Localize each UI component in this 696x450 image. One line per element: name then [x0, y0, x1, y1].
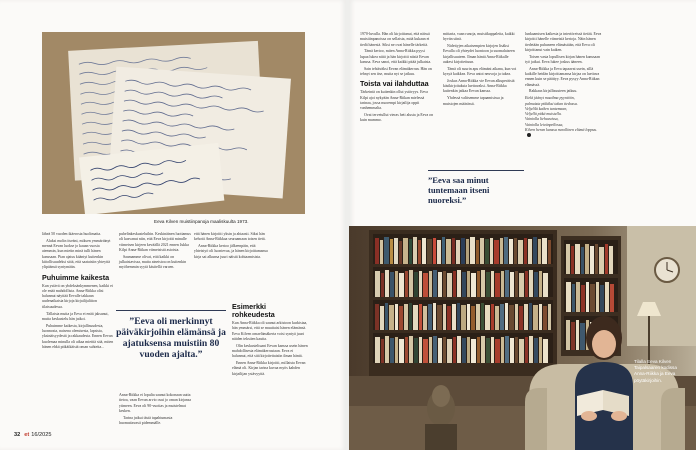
left-col1-para-1: läheä 50 vuoden ikäerosta huolimatta.: [42, 232, 102, 236]
left-column-1: [42, 232, 114, 352]
right-col1-heading: Toista vai ilahduttaa: [360, 79, 429, 89]
letters-illustration: [42, 32, 305, 214]
left-col1-para-2: Aluksi molin itseäni, miksen ymmärtänyt mennä Eevan luokse jo kauan vuosia aiemmin, kun mietin minä tulli hänen kanssaan. Pian ajatus kääntyi kuitenkin kiitollisuudeksi siitä, että saataisiin yhteyttä ylipäänsä syntymään.: [42, 238, 111, 270]
page-folio: [14, 432, 51, 438]
left-col1-para-3: Kun ystävä on yhdeksänkymmenen, kaikki ei ole enää mahdollista. Anna-Riikka olisi halunnut näyttää Eevalle takkaan uudenaikaisia kirjoja kirjailijaliiton tilaisuudessa.: [42, 283, 113, 309]
left-col3-heading: Esimerkki rohkeudesta: [232, 302, 275, 319]
poem-line: Vainiolla leivänpellossa,: [525, 122, 564, 127]
right-col3-para-2: Toisen vasta lopullisen kirjan hänen kanssaan työ jatkui. Eeva lukee joskus ääneen.: [525, 54, 600, 64]
left-column-3-lower: [232, 300, 308, 378]
right-col3-para-1: lunkaamisen kaikesta ja interiöreissä tietää. Eeva kirjoitti hänelle viimeisiä kertoja. Näin hänen tiedetään puhuneen elämästään, että Eeva oli kirjoittanut vain kaiken.: [525, 32, 602, 52]
poem-excerpt: [525, 96, 603, 138]
right-col2-para-2: Nidettyjen aikaisempien kirjojen lisäksi Eevalla oli yhteydet luontoon ja suomalaiseen kirjallisuuteen. Ilman häntä Anna-Riikalle aukesi kirjoitettuun.: [443, 44, 515, 64]
letters-photo: [42, 32, 305, 214]
right-column-3: [525, 32, 603, 139]
poem-last-line: Kilven heran kanssa runollinen elämä loppuu.: [525, 128, 598, 133]
letters-photo-caption: Eeva Kilven muistiinpanoja maaliskuulta 1973.: [154, 219, 249, 224]
poem-line: Etelä jäänyt maailma pyyntöön,: [525, 96, 575, 101]
left-pull-rule-top: [116, 310, 226, 311]
right-col1-para-2: Tämä kertoo, miten Anna-Riikka pyysi lupaa lukea niitä ja hän kirjoitti niistä Eevan kanssa. Eeva sanoi, että kaikki pitää julkaista.: [360, 49, 432, 64]
left-col3-para-3: Kun Anna-Riikka oli saanut arkistoon kurkistaa, hän ymmärsi, että se muuttaisi hänen elämänsä. Eeva Kilven omaelämäkerta voisi syntyä juuri näiden tekstien kautta.: [232, 321, 308, 341]
right-column-2: [443, 32, 517, 108]
page-number: 32: [14, 432, 21, 438]
poem-line: palmuista pitkäksi takan tiedossa.: [525, 101, 578, 106]
right-col1-para-4: Tärkeintä on kuitenkin ollut ystävyys. Eeva Kilpi ajoi nykyään Anna-Riikan mielessä tarinaa, jossa nuorempi kirjailija oppii vanhemmalta.: [360, 90, 428, 111]
left-column-3: [194, 232, 268, 261]
left-col3-para-1: että hänen kirjoitti yksin ja ahtaasti. Siksi hän kehotti Anna-Riikkaa seuraamaan toisen tietä.: [194, 232, 266, 242]
left-col3-para-2: Anna-Riikka kertoo jälkeenpäin, että yhteistyö oli luontevaa, ja hänen kirjoittamansa kirja sai alkunsa juuri näistä kohtaamisista.: [194, 244, 268, 259]
left-col2-para-2: Saamamme olivat, että kaikki on julkaistavissa, mutta aineistoa on kuitenkin myöhemmin syytä käsitellä varoen.: [119, 254, 187, 270]
left-column-2: [119, 232, 191, 272]
left-col1-heading: Puhuimme kaikesta: [42, 272, 110, 282]
poem-line: [525, 128, 603, 139]
left-page: [0, 0, 346, 450]
magazine-logo: et: [24, 432, 30, 438]
left-col1-para-4: Tällaista mutta ja Eeva ei enää jaksanut, mutta keskustelu hän jatkoi.: [42, 311, 109, 321]
right-column-1: [360, 32, 434, 125]
left-col2-para-3: Anna-Riikka ei lopulta saanut kokonaan uutta tietoa, vaan Eevan arvio osui jo oman kirjansa ytimeen. Eeva oli 90-vuotias ja muistelmat kesken.: [119, 393, 191, 413]
left-pull-quote: ”Eeva oli merkinnyt päiväkirjoihin elämänsä ja ajatuksensa muistiin 80 vuoden ajalta.”: [116, 316, 226, 360]
poem-line: Vainiolla liehuvuissa,: [525, 117, 559, 122]
end-mark-icon: [527, 133, 531, 137]
right-col3-para-4: Rakkaus kirjallisuuteen jatkuu.: [529, 89, 578, 94]
library-photo-caption: Tilalla Eeva Kilven Taipalsaaren kodissa Anna-Riikka ja Eeva pöytäkirjoihin.: [634, 359, 677, 383]
poem-line: Veljellä pitkä muistella.: [525, 112, 562, 117]
poem-line: Veljelilä kaiken tuntemaan,: [525, 106, 568, 111]
right-col1-para-1: 1970-luvulla. Hän oli kirjoittanut, että näissä muistiinpanoissa on sellaista, mitä kukaan ei tiedä hänestä. Siksi ne ovat hänelle tärkeitä.: [360, 32, 430, 47]
right-col2-para-3: Tämä oli suurin apu elämäni aikana, kun voi kysyä kaikkea. Eeva antoi neuvoja ja tukea.: [443, 66, 517, 77]
left-col2-para-4: Tarina jatkui tästä tapahtumasta huomattavasti pidemmälle.: [119, 415, 173, 425]
right-col2-para-1: mittaria, vaan runoja, muistikappaleita, kaikki hyvän siinä.: [443, 32, 515, 42]
library-illustration: [349, 226, 696, 450]
right-col3-para-3: Anna-Riikka ja Eeva tapaavat usein, sillä kaikille heidän kirjoittamansa kirjaa on luettava ennen kuin se päättyy. Eeva pysyy Anna-Riikan elämässä.: [525, 66, 600, 87]
right-col1-para-5: Ovat tervetullut vieras heti alusta ja Eeva on kuin mummo.: [360, 113, 434, 123]
right-col2-para-4: Joskus Anna-Riikka vie Eevan alkuperäisiä käsikirjoituksia luettavaksi. Anna-Riikka kuitenkin jatkaa Eevan kanssa.: [443, 78, 515, 94]
left-col3-para-5: Ennen Anna-Riikka kirjoitti, millaista Eevan elämä oli. Kirjan tarina kuvaa myös kahden kirjailijan ystävyyttä.: [232, 361, 306, 376]
left-col2-para-1: puhelinkeskusteluihin. Keskinäinen luottamus oli kasvanut niin, että Eeva kirjoitti minulle viimeisen kirjeen keväällä 2021 ennen Jukka Kilpi Anna-Riikan viimeisistä asioista.: [119, 232, 191, 252]
right-col2-para-5: Yhdessä valitsemme tapaamisissa ja muistojen määrässä.: [443, 96, 504, 106]
left-column-2-lower: [119, 393, 191, 428]
issue-number: 16/2025: [31, 432, 52, 438]
right-col1-para-3: Sain tehtäväksi Eevan elämäkerran. Hän on tehnyt sen itse, mutta nyt se jatkuu.: [360, 66, 432, 77]
library-photo: [349, 226, 696, 450]
right-pull-quote: ”Eeva saa minut tuntemaan itseni nuoreksi.”: [428, 175, 490, 205]
left-col3-para-4: Olin keskusteltuani Eevan kanssa usein hänen mahdollisesta elämäkerrastaan. Eeva ei halunnut, että sitä kirjoitettaisiin ilman häntä.: [232, 343, 308, 359]
left-col1-para-5: Puhuimme kaikesta, kirjallisuudesta, luonnosta, naisena olemisesta, lapsista, yksinäisyydestä ja rakkaudesta. Ennen Eevan kuolemaa minulla oli aikaa miettiä sitä, miten hänen ehkä pitkäikäistä oman suhteita...: [42, 323, 114, 349]
right-pull-rule: [428, 170, 524, 171]
